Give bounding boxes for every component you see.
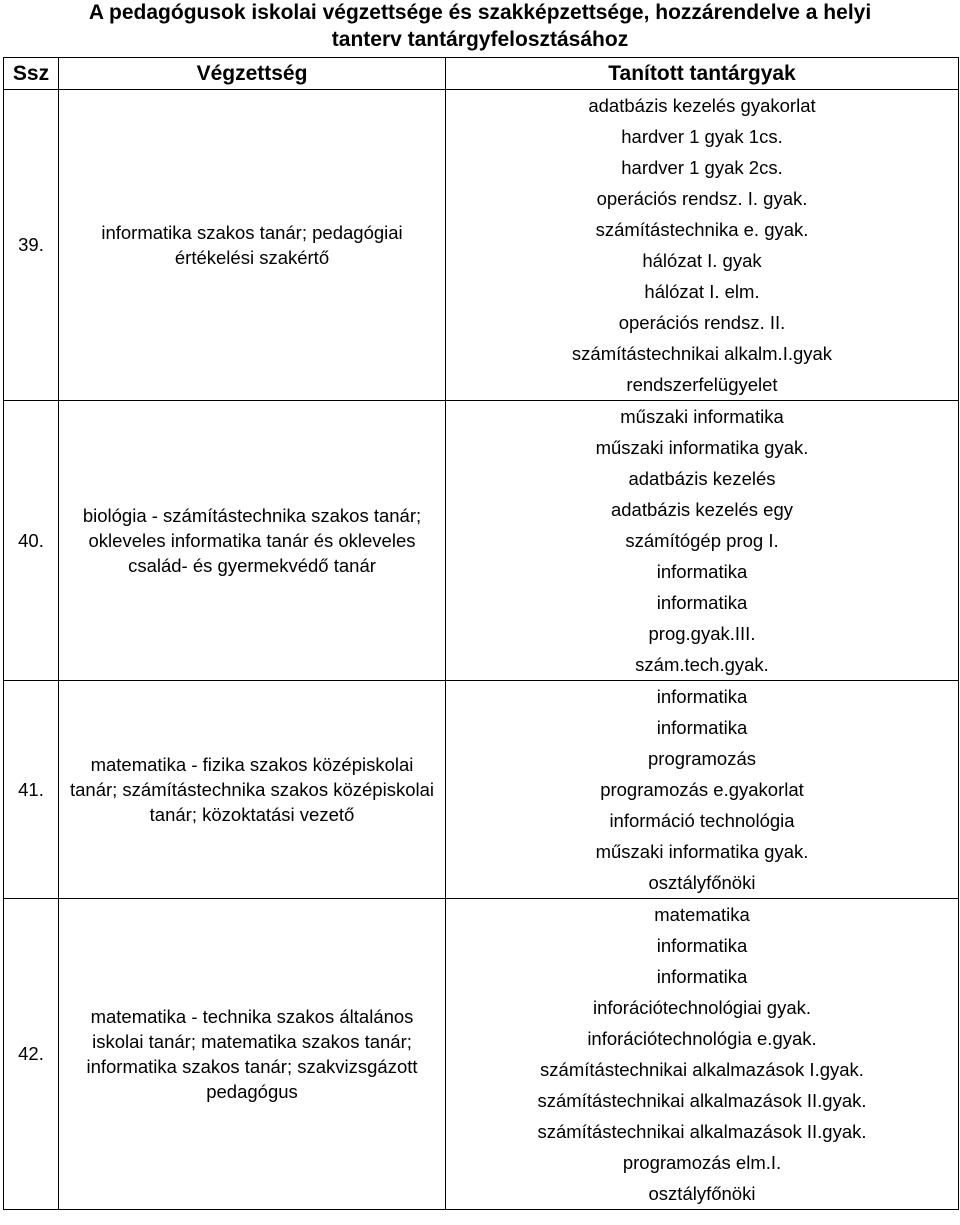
subject-cell: információ technológia	[446, 805, 959, 836]
subject-cell: számítástechnikai alkalm.I.gyak	[446, 338, 959, 369]
table-row	[4, 90, 959, 122]
row-number: 42.	[4, 899, 59, 1210]
subject-cell: műszaki informatika gyak.	[446, 432, 959, 463]
header-tantargy: Tanított tantárgyak	[446, 58, 959, 90]
subject-cell: informatika	[446, 712, 959, 743]
row-number: 41.	[4, 681, 59, 899]
qualification-cell: biológia - számítástechnika szakos tanár; okleveles informatika tanár és okleveles család- és gyermekvédő tanár	[59, 401, 446, 681]
subject-cell: számítástechnikai alkalmazások II.gyak.	[446, 1085, 959, 1116]
subject-cell: operációs rendsz. II.	[446, 307, 959, 338]
subject-cell: hardver 1 gyak 1cs.	[446, 121, 959, 152]
subject-cell: informatika	[446, 681, 959, 713]
subject-cell: hálózat I. elm.	[446, 276, 959, 307]
table-row	[4, 899, 959, 931]
subject-cell: hálózat I. gyak	[446, 245, 959, 276]
subject-cell: hardver 1 gyak 2cs.	[446, 152, 959, 183]
subject-cell: inforációtechnológiai gyak.	[446, 992, 959, 1023]
subject-cell: adatbázis kezelés gyakorlat	[446, 90, 959, 122]
subject-cell: osztályfőnöki	[446, 867, 959, 899]
subject-cell: informatika	[446, 556, 959, 587]
subject-cell: prog.gyak.III.	[446, 618, 959, 649]
row-number: 39.	[4, 90, 59, 401]
subject-cell: informatika	[446, 961, 959, 992]
subject-cell: informatika	[446, 930, 959, 961]
subject-cell: műszaki informatika gyak.	[446, 836, 959, 867]
row-number: 40.	[4, 401, 59, 681]
table-body	[4, 90, 959, 1210]
qualification-cell: informatika szakos tanár; pedagógiai értékelési szakértő	[59, 90, 446, 401]
subject-cell: adatbázis kezelés	[446, 463, 959, 494]
subject-cell: programozás	[446, 743, 959, 774]
header-ssz: Ssz	[4, 58, 59, 90]
title-line-1: A pedagógusok iskolai végzettsége és szakképzettsége, hozzárendelve a helyi	[88, 1, 872, 24]
subject-cell: számítástechnikai alkalmazások I.gyak.	[446, 1054, 959, 1085]
subject-cell: adatbázis kezelés egy	[446, 494, 959, 525]
table-row	[4, 681, 959, 713]
subject-cell: informatika	[446, 587, 959, 618]
subject-cell: osztályfőnöki	[446, 1178, 959, 1210]
subject-cell: rendszerfelügyelet	[446, 369, 959, 401]
header-vegzettseg: Végzettség	[59, 58, 446, 90]
subject-cell: programozás elm.I.	[446, 1147, 959, 1178]
subject-cell: számítógép prog I.	[446, 525, 959, 556]
qualification-cell: matematika - fizika szakos középiskolai tanár; számítástechnika szakos középiskolai tanár; közoktatási vezető	[59, 681, 446, 899]
subject-cell: műszaki informatika	[446, 401, 959, 433]
subject-cell: számítástechnikai alkalmazások II.gyak.	[446, 1116, 959, 1147]
header-row	[4, 58, 959, 90]
subject-cell: számítástechnika e. gyak.	[446, 214, 959, 245]
qualification-cell: matematika - technika szakos általános iskolai tanár; matematika szakos tanár; informatika szakos tanár; szakvizsgázott pedagógus	[59, 899, 446, 1210]
subject-cell: inforációtechnológia e.gyak.	[446, 1023, 959, 1054]
staff-table	[3, 57, 959, 1210]
subject-cell: operációs rendsz. I. gyak.	[446, 183, 959, 214]
subject-cell: programozás e.gyakorlat	[446, 774, 959, 805]
table-row	[4, 401, 959, 433]
subject-cell: szám.tech.gyak.	[446, 649, 959, 681]
subject-cell: matematika	[446, 899, 959, 931]
title-line-2: tanterv tantárgyfelosztásához	[331, 28, 629, 51]
